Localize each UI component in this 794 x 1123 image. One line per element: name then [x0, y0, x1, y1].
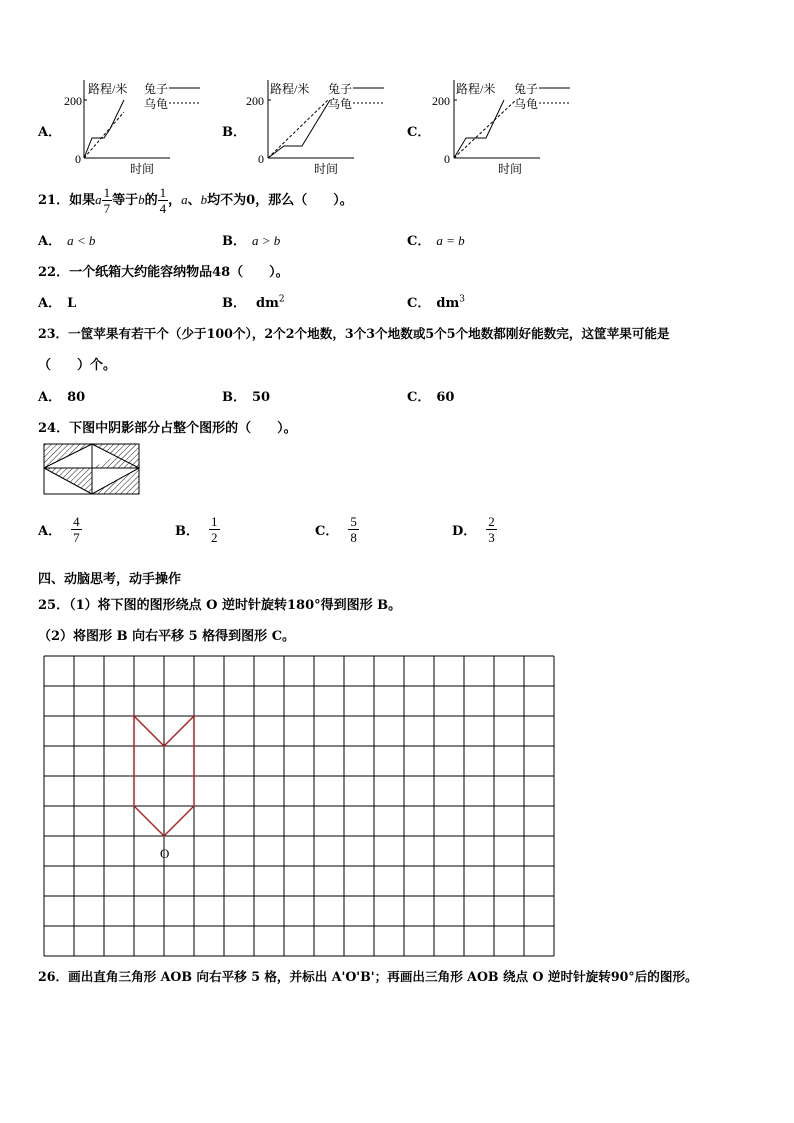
q22-option-b[interactable]: B． $dm^2$ [222, 294, 285, 311]
turtle-line [454, 100, 516, 158]
q20-option-c-label: C． [407, 125, 431, 140]
q21-option-a[interactable]: A． a < b [38, 233, 96, 249]
q23-question-line2: （ ）个。 [38, 358, 117, 373]
turtle-line [84, 112, 124, 158]
q23-question-line1: 23．一筐苹果有若干个（少于100个），2个2个地数，3个3个地数或5个5个地数都刚好能数完，这筐苹果可能是 [38, 326, 670, 341]
q25-question-line2: （2）将图形 B 向右平移 5 格得到图形 C。 [38, 629, 296, 644]
q24-option-c[interactable]: C． $\frac{5}{8}$ [315, 514, 357, 545]
q20-option-a-label: A． [38, 125, 62, 140]
fraction-1-4: $\frac{1}{4}$ [159, 185, 167, 216]
q22-question: 22．一个纸箱大约能容纳物品48（ ）。 [38, 265, 289, 280]
q20-c-legend-rabbit: 兔子 [514, 82, 539, 96]
q20-c-legend-turtle: 乌龟 [514, 97, 539, 111]
q21-question: 21．如果a $\frac{1}{7}$ 等于b的 $\frac{1}{4}$ ，a、b均不为0，那么（ ）。 [38, 185, 353, 216]
q20-c-tick: 200 [432, 94, 450, 108]
q25-grid[interactable] [42, 654, 562, 960]
q20-b-origin: 0 [258, 152, 264, 166]
q20-b-legend-turtle: 乌龟 [328, 97, 353, 111]
q20-c-ylabel: 路程/米 [456, 82, 496, 96]
q20-a-legend-rabbit: 兔子 [144, 82, 169, 96]
point-o-label: O [160, 846, 170, 861]
q20-c-xlabel: 时间 [498, 162, 523, 176]
q24-option-b[interactable]: B． $\frac{1}{2}$ [175, 514, 218, 545]
q20-b-legend-rabbit: 兔子 [328, 82, 353, 96]
q25-question-line1: 25．（1）将下图的图形绕点 O 逆时针旋转180°得到图形 B。 [38, 598, 402, 613]
q20-a-tick: 200 [64, 94, 82, 108]
section-4-title: 四、动脑思考，动手操作 [38, 572, 182, 587]
q20-a-ylabel: 路程/米 [88, 82, 128, 96]
q20-c-origin: 0 [444, 152, 450, 166]
q21-number: 21． [38, 193, 70, 208]
turtle-line [268, 100, 328, 158]
q26-question: 26．画出直角三角形 AOB 向右平移 5 格，并标出 A'O'B'；再画出三角形 AOB 绕点 O 逆时针旋转90°后的图形。 [38, 969, 698, 984]
rabbit-line [84, 100, 124, 158]
q20-a-legend-turtle: 乌龟 [144, 97, 169, 111]
q23-option-c[interactable]: C． 60 [407, 390, 455, 405]
q22-option-a[interactable]: A． L [38, 296, 77, 311]
q21-option-b[interactable]: B． a > b [222, 233, 281, 249]
q24-shaded-figure [42, 442, 142, 498]
q22-option-c[interactable]: C． $dm^3$ [407, 294, 465, 311]
q20-a-origin: 0 [75, 152, 81, 166]
q24-option-d[interactable]: D． $\frac{2}{3}$ [452, 514, 495, 545]
q23-option-a[interactable]: A． 80 [38, 390, 86, 405]
grid-lines [44, 656, 554, 956]
q21-option-c[interactable]: C． a = b [407, 233, 465, 249]
q20-a-xlabel: 时间 [130, 162, 155, 176]
q20-b-ylabel: 路程/米 [270, 82, 310, 96]
fraction-1-7: $\frac{1}{7}$ [103, 185, 111, 216]
q24-option-a[interactable]: A． $\frac{4}{7}$ [38, 514, 80, 545]
q20-b-xlabel: 时间 [314, 162, 339, 176]
q23-option-b[interactable]: B． 50 [222, 390, 271, 405]
q20-option-b-label: B． [222, 125, 246, 140]
q20-b-tick: 200 [246, 94, 264, 108]
q24-question: 24．下图中阴影部分占整个图形的（ ）。 [38, 421, 297, 436]
rabbit-line [454, 100, 504, 158]
